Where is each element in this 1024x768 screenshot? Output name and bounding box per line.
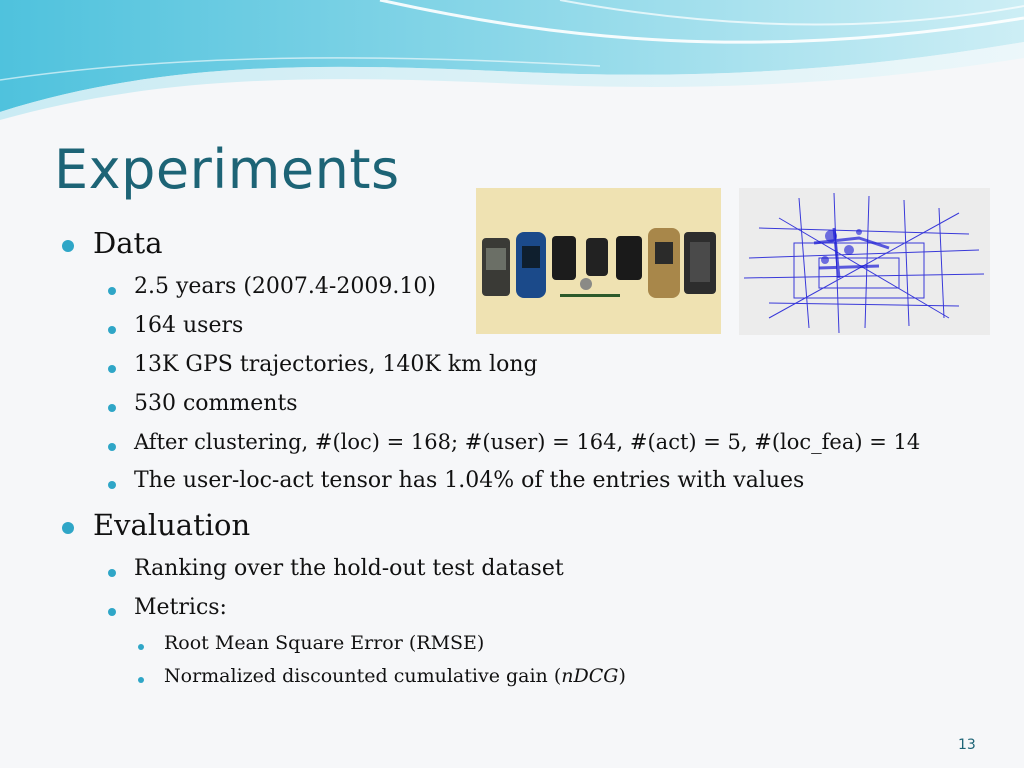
bullet-dot-icon <box>108 326 116 334</box>
gps-devices-photo <box>476 188 721 334</box>
bullet-dot-icon <box>62 522 74 534</box>
devices-illustration <box>476 188 721 334</box>
bullet-dot-icon <box>138 644 144 650</box>
bullet-dot-icon <box>108 481 116 489</box>
bullet-label: Data <box>93 226 163 260</box>
header-wave-decoration <box>0 0 1024 120</box>
slide: Experiments Data 2.5 years (2007.4-2009.10) 164 users 13K GPS trajectories, 140K km long 530 comments After clustering, #(loc) = 168; #(user) = 164, #(act) = 5, #(loc_fea) = 14 The user-loc-act tensor has 1.04% of the entries with values Evaluation Ranking over the hold-out test dataset Metrics: Root Mean Square Error (RMSE) Normalized discounted cumulative gain (nDCG) 13 <box>0 0 1024 768</box>
ndcg-italic: nDCG <box>561 665 619 687</box>
bullet-label: Evaluation <box>93 508 251 542</box>
bullet-dot-icon <box>108 608 116 616</box>
bullet-dot-icon <box>108 287 116 295</box>
bullet-dot-icon <box>108 569 116 577</box>
bullet-dot-icon <box>138 677 144 683</box>
trajectory-illustration <box>739 188 990 335</box>
bullet-dot-icon <box>108 404 116 412</box>
gps-trajectory-map <box>739 188 990 335</box>
page-number: 13 <box>958 737 976 753</box>
bullet-dot-icon <box>108 365 116 373</box>
bullet-dot-icon <box>62 240 74 252</box>
bullet-dot-icon <box>108 443 116 451</box>
slide-title: Experiments <box>54 138 400 201</box>
